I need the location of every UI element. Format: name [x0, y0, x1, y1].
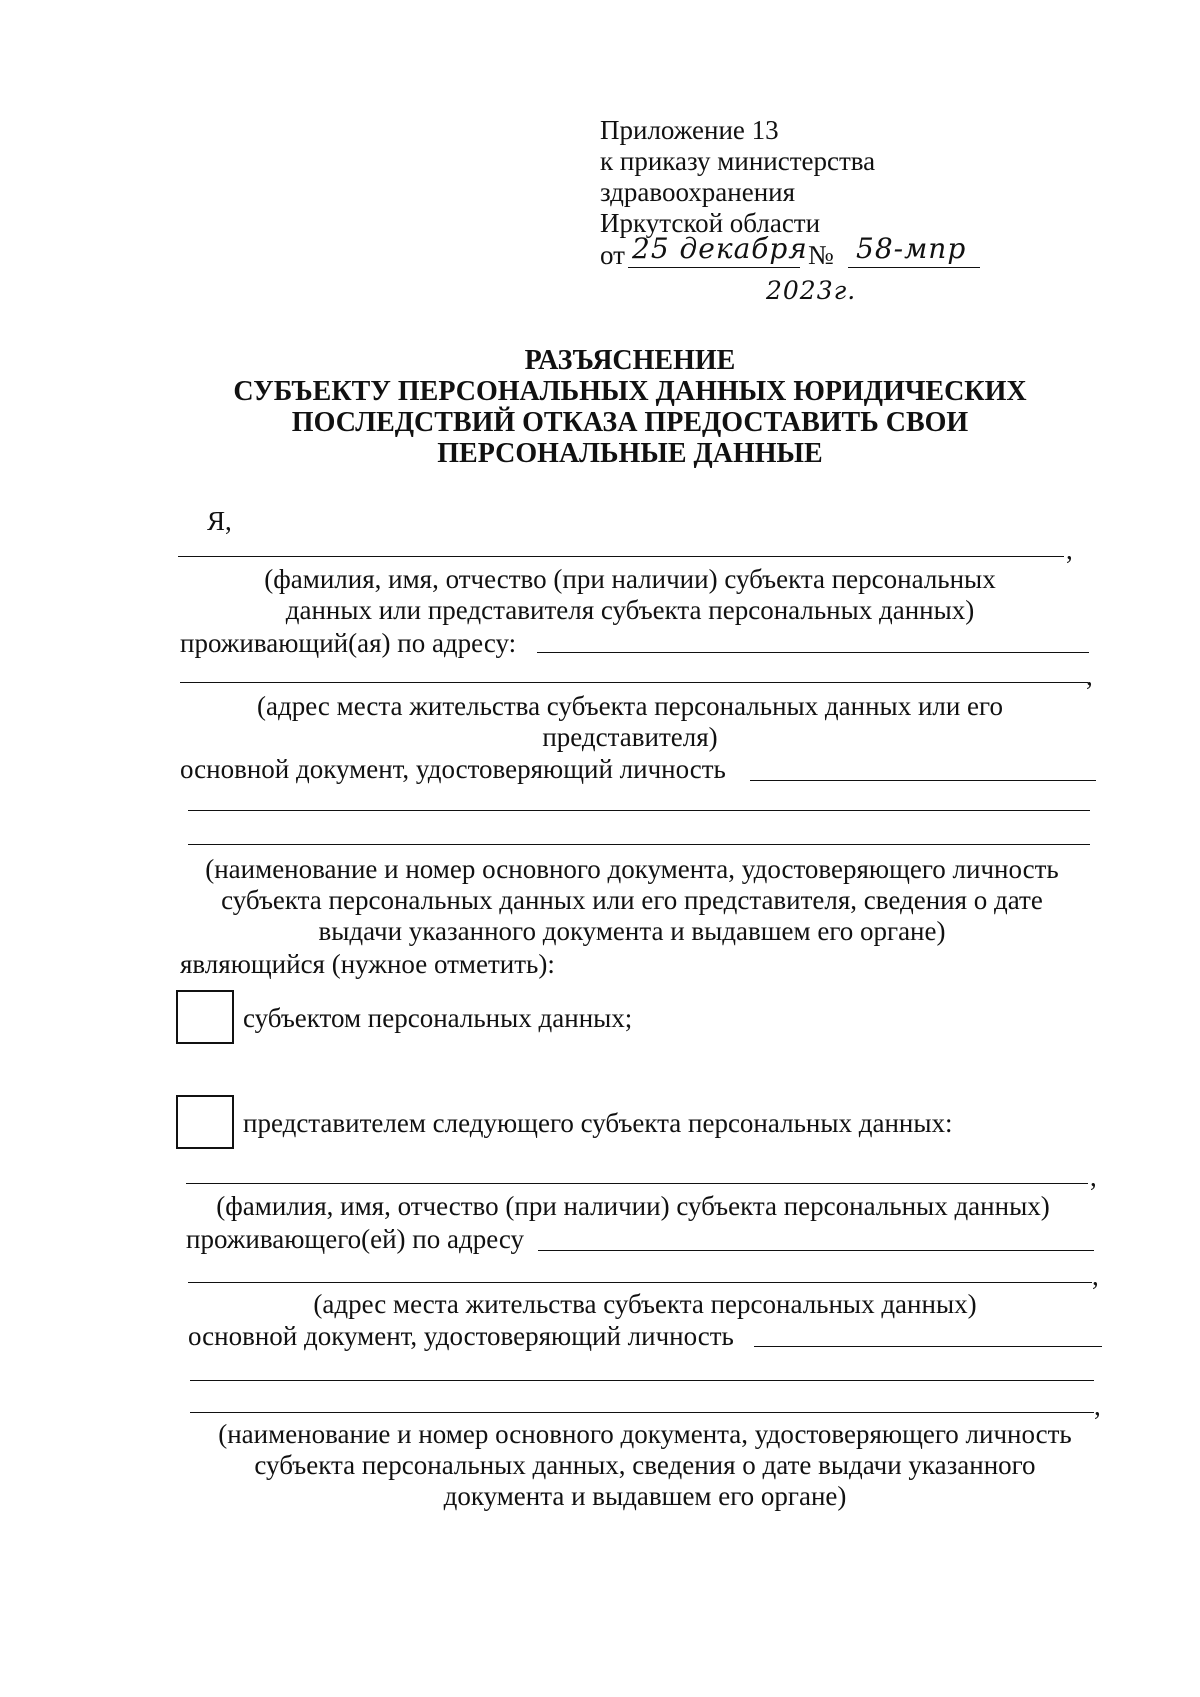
- hint-doc-2: субъекта персональных данных или его представителя, сведения о дате: [221, 885, 1043, 915]
- hint-addr-2: представителя): [542, 722, 718, 752]
- comma: ,: [1092, 1261, 1099, 1291]
- appendix-number-label: №: [808, 240, 834, 270]
- hint-doc2-1: (наименование и номер основного документа, удостоверяющего личность: [218, 1419, 1072, 1449]
- comma: ,: [1066, 535, 1073, 565]
- doc2-field-line-3[interactable]: [190, 1412, 1094, 1413]
- comma: ,: [1090, 1162, 1097, 1192]
- hint-addr-1: (адрес места жительства субъекта персональных данных или его: [257, 691, 1003, 721]
- hint-doc2-2: субъекта персональных данных, сведения о дате выдачи указанного: [254, 1450, 1036, 1480]
- doc-label: основной документ, удостоверяющий личность: [180, 754, 726, 784]
- doc-field-line-3[interactable]: [188, 844, 1090, 845]
- number-underline: [848, 267, 980, 268]
- appendix-line-4: Иркутской области: [600, 208, 821, 238]
- being-label: являющийся (нужное отметить):: [180, 949, 555, 979]
- hint-fio-2: данных или представителя субъекта персональных данных): [285, 595, 975, 625]
- fio2-field-line[interactable]: [186, 1183, 1088, 1184]
- handwritten-year: 2023г.: [766, 276, 857, 305]
- handwritten-number: 58-мпр: [856, 232, 967, 265]
- living-label: проживающий(ая) по адресу:: [180, 628, 517, 658]
- address-field-line[interactable]: [537, 652, 1089, 653]
- handwritten-date: 25 декабря: [632, 232, 808, 265]
- title-line-1: РАЗЪЯСНЕНИЕ: [524, 345, 736, 376]
- option-representative-label: представителем следующего субъекта персональных данных:: [243, 1108, 953, 1138]
- option-subject-checkbox[interactable]: [176, 990, 234, 1044]
- comma: ,: [1086, 661, 1093, 691]
- appendix-from-prefix: от: [600, 240, 625, 270]
- address2-field-line[interactable]: [538, 1250, 1094, 1251]
- date-underline: [628, 267, 800, 268]
- title-line-3: ПОСЛЕДСТВИЙ ОТКАЗА ПРЕДОСТАВИТЬ СВОИ: [291, 407, 969, 438]
- doc-field-line-2[interactable]: [188, 810, 1090, 811]
- hint-doc-1: (наименование и номер основного документа, удостоверяющего личность: [205, 854, 1059, 884]
- hint-fio2: (фамилия, имя, отчество (при наличии) субъекта персональных данных): [216, 1191, 1050, 1221]
- option-representative-checkbox[interactable]: [176, 1095, 234, 1149]
- hint-doc2-3: документа и выдавшем его органе): [443, 1481, 847, 1511]
- option-subject-label: субъектом персональных данных;: [243, 1003, 633, 1033]
- doc-field-line[interactable]: [750, 780, 1096, 781]
- living2-label: проживающего(ей) по адресу: [186, 1224, 524, 1254]
- appendix-line-3: здравоохранения: [600, 177, 796, 207]
- appendix-line-2: к приказу министерства: [600, 146, 876, 176]
- doc2-field-line[interactable]: [754, 1346, 1102, 1347]
- hint-doc-3: выдачи указанного документа и выдавшем его органе): [318, 916, 946, 946]
- i-label: Я,: [207, 506, 232, 536]
- address-field-line-2[interactable]: [180, 682, 1088, 683]
- hint-addr2: (адрес места жительства субъекта персональных данных): [313, 1289, 977, 1319]
- hint-fio-1: (фамилия, имя, отчество (при наличии) субъекта персональных: [264, 564, 996, 594]
- address2-field-line-2[interactable]: [188, 1282, 1092, 1283]
- fio-field-line[interactable]: [178, 556, 1064, 557]
- title-line-4: ПЕРСОНАЛЬНЫЕ ДАННЫЕ: [437, 438, 823, 469]
- doc2-field-line-2[interactable]: [190, 1380, 1094, 1381]
- comma: ,: [1094, 1391, 1101, 1421]
- doc2-label: основной документ, удостоверяющий личность: [188, 1321, 734, 1351]
- appendix-line-1: Приложение 13: [600, 115, 779, 145]
- title-line-2: СУБЪЕКТУ ПЕРСОНАЛЬНЫХ ДАННЫХ ЮРИДИЧЕСКИХ: [233, 376, 1027, 407]
